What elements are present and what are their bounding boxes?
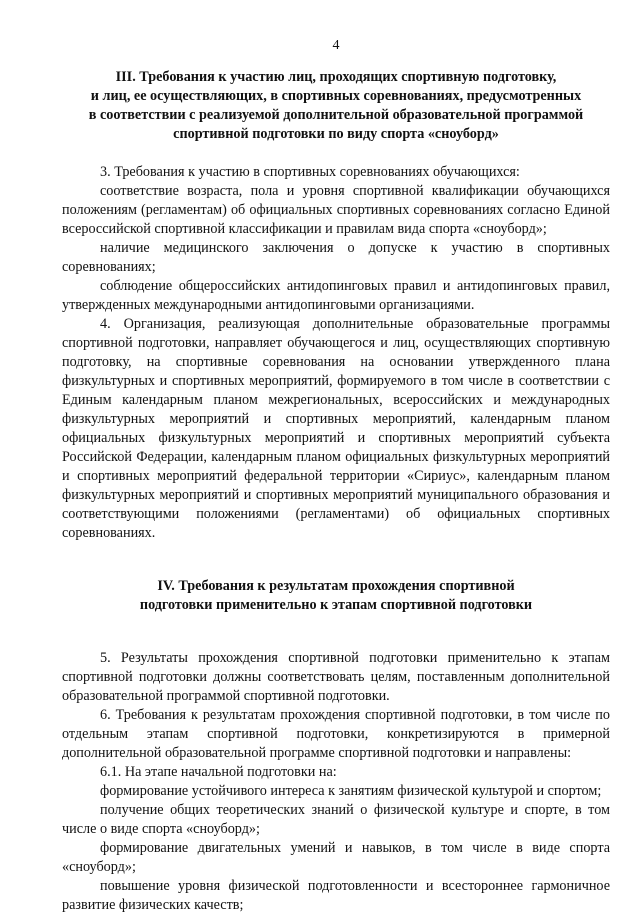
paragraph-6-1-item-fitness: повышение уровня физической подготовленности и всестороннее гармоничное развитие физических качеств;: [62, 878, 610, 913]
paragraph-6-1: 6.1. На этапе начальной подготовки на:: [100, 764, 337, 780]
paragraph-3-item-medical: наличие медицинского заключения о допуске к участию в спортивных соревнованиях;: [62, 240, 610, 275]
paragraph-3-item-age: соответствие возраста, пола и уровня спортивной квалификации обучающихся положениям (регламентам) об официальных спортивных соревнованиях согласно Единой всероссийской спортивной классификации и правилам вида спорта «сноуборд»;: [62, 183, 610, 237]
section-3-heading: [62, 68, 610, 144]
paragraph-6-1-item-knowledge: получение общих теоретических знаний о физической культуре и спорте, в том числе о виде спорта «сноуборд»;: [62, 802, 610, 837]
section-4-heading-line: IV. Требования к результатам прохождения спортивной: [157, 578, 515, 594]
paragraph-6-1-item-interest: формирование устойчивого интереса к занятиям физической культурой и спортом;: [100, 783, 602, 799]
section-3-heading-line: III. Требования к участию лиц, проходящих спортивную подготовку,: [115, 69, 557, 85]
paragraph-4: 4. Организация, реализующая дополнительные образовательные программы спортивной подготовки, направляет обучающегося и лиц, осуществляющих спортивную подготовку, на спортивные соревнования на основании утвержденного плана физкультурных и спортивных мероприятий, формируемого в том числе в соответствии с Единым календарным планом межрегиональных, всероссийских и международных физкультурных мероприятий и спортивных мероприятий, календарным планом официальных физкультурных мероприятий и спортивных мероприятий субъекта Российской Федерации, календарным планом официальных физкультурных мероприятий и спортивных мероприятий федеральной территории «Сириус», календарным планом физкультурных мероприятий и спортивных мероприятий муниципального образования и соответствующими положениями (регламентами) об официальных спортивных соревнованиях.: [62, 316, 610, 541]
section-3-heading-line: и лиц, ее осуществляющих, в спортивных соревнованиях, предусмотренных: [90, 88, 582, 104]
paragraph-6-1-item-skills: формирование двигательных умений и навыков, в том числе в виде спорта «сноуборд»;: [62, 840, 610, 875]
section-4-heading: [62, 577, 610, 615]
paragraph-6: 6. Требования к результатам прохождения спортивной подготовки, в том числе по отдельным этапам спортивной подготовки, конкретизируются в примерной дополнительной образовательной программе спортивной подготовки и направлены:: [62, 707, 610, 761]
paragraph-3-item-antidoping: соблюдение общероссийских антидопинговых правил и антидопинговых правил, утвержденных международными антидопинговыми организациями.: [62, 278, 610, 313]
page-number: 4: [332, 38, 340, 53]
paragraph-5: 5. Результаты прохождения спортивной подготовки применительно к этапам спортивной подготовки должны соответствовать целям, поставленным дополнительной образовательной программой спортивной подготовки.: [62, 650, 610, 704]
section-4-heading-line: подготовки применительно к этапам спортивной подготовки: [139, 597, 533, 613]
section-3-heading-line: в соответствии с реализуемой дополнительной образовательной программой: [88, 107, 584, 123]
paragraph-3: 3. Требования к участию в спортивных соревнованиях обучающихся:: [100, 164, 520, 180]
section-3-heading-line: спортивной подготовки по виду спорта «сноуборд»: [173, 126, 499, 142]
